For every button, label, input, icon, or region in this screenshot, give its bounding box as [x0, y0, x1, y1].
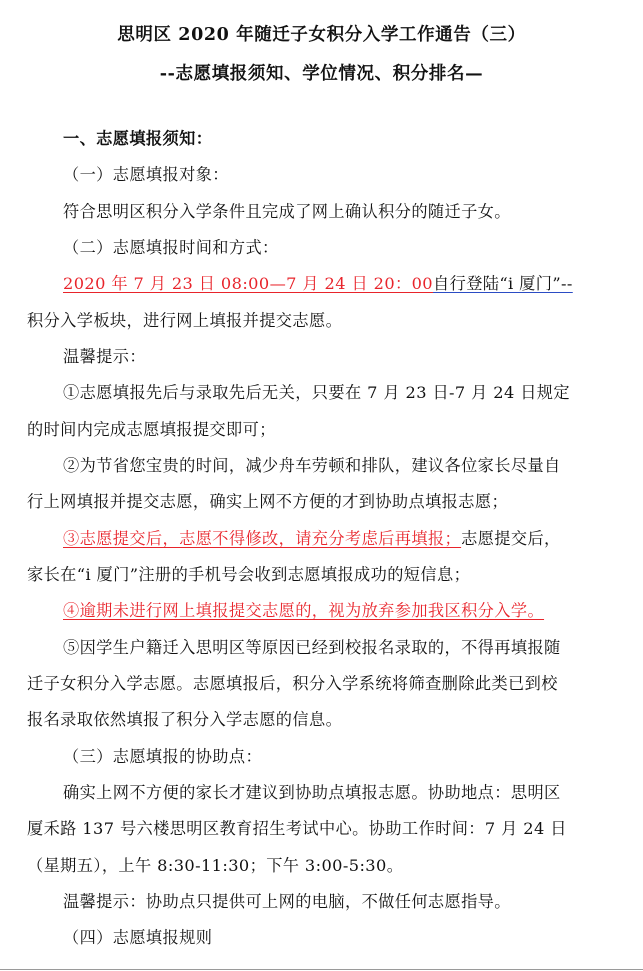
- section-heading-1: 一、志愿填报须知：: [63, 129, 213, 148]
- tip-5-line-3: 报名录取依然填报了积分入学志愿的信息。: [27, 710, 343, 729]
- tip-3-continuation: 志愿提交后，: [461, 529, 561, 548]
- document-subtitle: --志愿填报须知、学位情况、积分排名—: [159, 64, 484, 84]
- paragraph-target: 符合思明区积分入学条件且完成了网上确认积分的随迁子女。: [63, 202, 511, 221]
- subsection-heading-1: （一）志愿填报对象：: [63, 165, 229, 184]
- page-bottom-border: [0, 969, 643, 970]
- tip-1-line-2: 的时间内完成志愿填报提交即可；: [27, 420, 276, 439]
- tip-5-line-1: ⑤因学生户籍迁入思明区等原因已经到校报名录取的，不得再填报随: [63, 638, 561, 657]
- subsection-heading-4: （四）志愿填报规则: [63, 928, 213, 947]
- paragraph-time-line: [63, 272, 573, 296]
- warning-overdue: ④逾期未进行网上填报提交志愿的，视为放弃参加我区积分入学。: [63, 601, 545, 620]
- tip-2-line-2: 行上网填报并提交志愿，确实上网不方便的才到协助点填报志愿；: [27, 492, 509, 511]
- highlighted-time-range: 2020 年 7 月 23 日 08:00—7 月 24 日 20：00: [63, 274, 434, 293]
- assist-tip: 温馨提示：协助点只提供可上网的电脑，不做任何志愿指导。: [63, 892, 511, 911]
- paragraph-method: 积分入学板块，进行网上填报并提交志愿。: [27, 311, 343, 330]
- warning-no-modification: ③志愿提交后，志愿不得修改，请充分考虑后再填报；: [63, 529, 462, 548]
- assist-line-1: 确实上网不方便的家长才建议到协助点填报志愿。协助地点：思明区: [63, 783, 561, 802]
- subsection-heading-2: （二）志愿填报时间和方式：: [63, 238, 279, 257]
- tip-3-line-1: [63, 527, 561, 551]
- tip-5-line-2: 迁子女积分入学志愿。志愿填报后，积分入学系统将筛查删除此类已到校: [27, 674, 558, 693]
- tip-2-line-1: ②为节省您宝贵的时间，减少舟车劳顿和排队，建议各位家长尽量自: [63, 456, 561, 475]
- document-title: 思明区 2020 年随迁子女积分入学工作通告（三）: [117, 25, 526, 45]
- assist-line-2: 厦禾路 137 号六楼思明区教育招生考试中心。协助工作时间：7 月 24 日: [27, 819, 567, 838]
- subsection-heading-3: （三）志愿填报的协助点：: [63, 747, 263, 766]
- assist-line-3: （星期五），上午 8:30-11:30；下午 3:00-5:30。: [27, 856, 404, 875]
- login-instruction: 自行登陆“i 厦门”--: [433, 274, 573, 293]
- tip-3-line-2: 家长在“i 厦门”注册的手机号会收到志愿填报成功的短信息；: [27, 565, 471, 584]
- tips-label: 温馨提示：: [63, 347, 146, 366]
- tip-1-line-1: ①志愿填报先后与录取先后无关，只要在 7 月 23 日-7 月 24 日规定: [63, 383, 570, 402]
